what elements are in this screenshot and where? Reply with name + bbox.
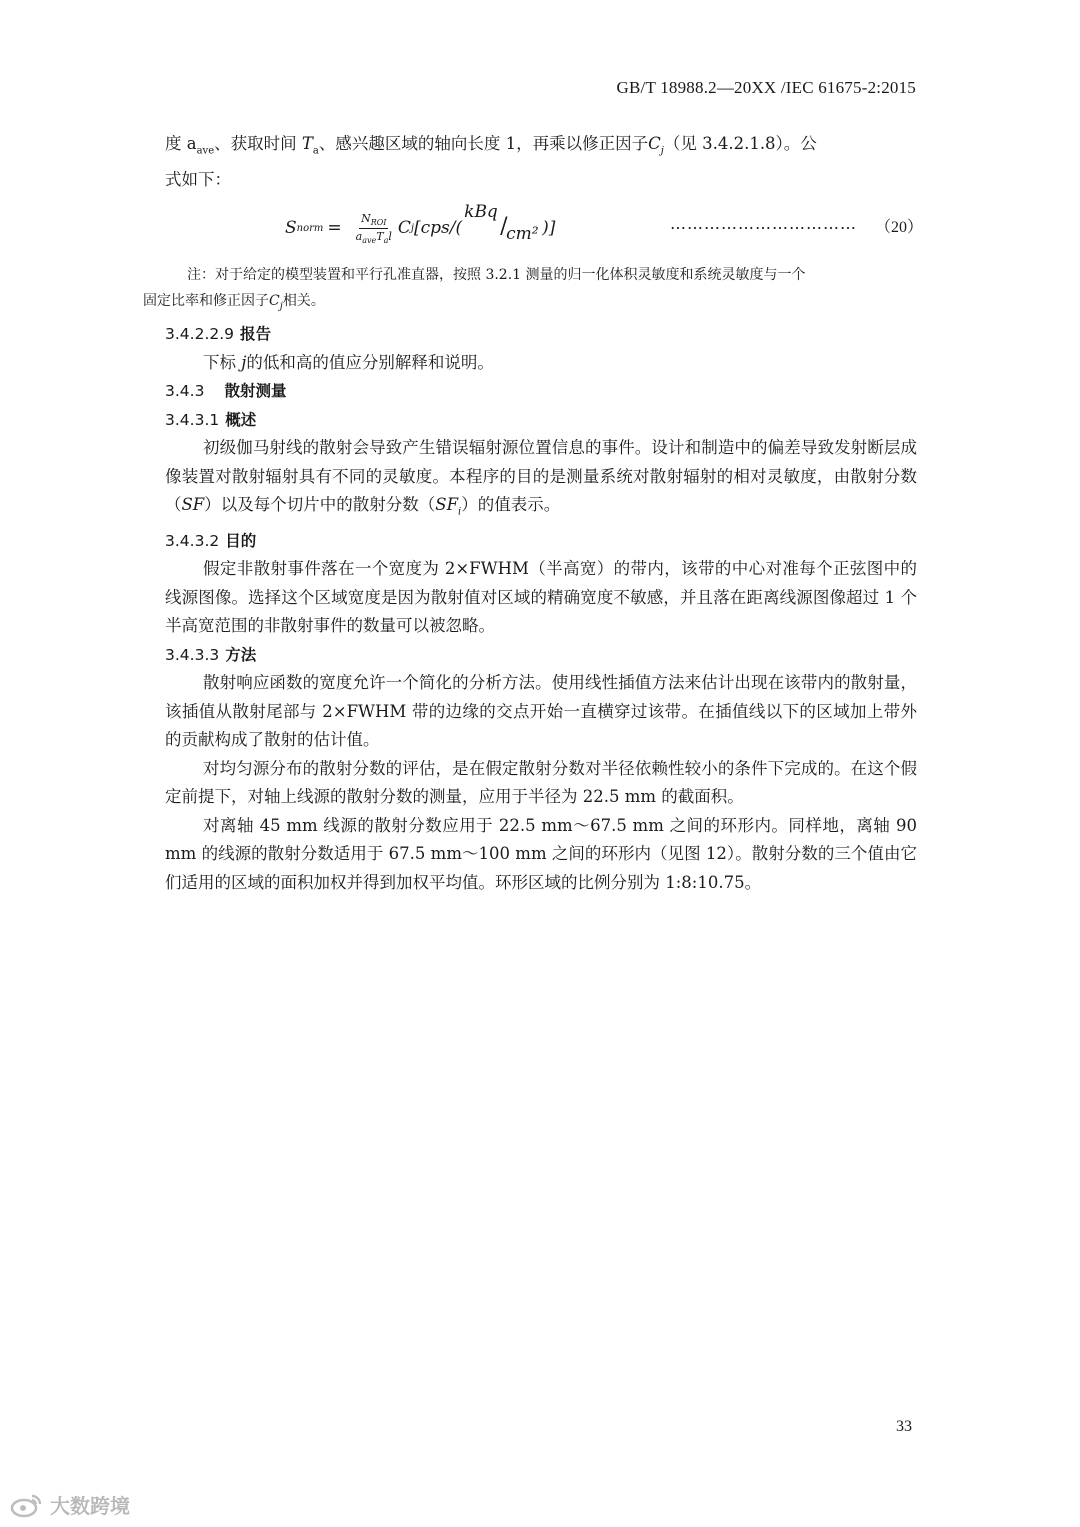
unit-slash: / [500, 214, 508, 240]
overview-text-a: 初级伽马射线的散射会导致产生错误辐射源位置信息的事件。设计和制造中的偏差导致发射断层成像装置对散射辐射具有不同的灵敏度。本程序的目的是测量系统对散射辐射的相对灵敏度，由散射分数（ [165, 438, 917, 515]
note [143, 262, 917, 320]
formula-20 [165, 196, 924, 258]
heading-3-4-3 [165, 377, 917, 406]
overview-i: i [458, 506, 462, 518]
heading-number: 3.4.3 [165, 382, 205, 401]
report-paragraph [165, 349, 917, 378]
unit-bottom: cm² [506, 224, 539, 245]
method-paragraph-3: 对离轴 45 mm 线源的散射分数应用于 22.5 mm～67.5 mm 之间的环形内。同样地，离轴 90 mm 的线源的散射分数适用于 67.5 mm～100 mm 之间的环形内（见图 12）。散射分数的三个值由它们适用的区域的面积加权并得到加权平均值。环形区域的比例分别为 1:8:10.75。 [165, 815, 917, 892]
heading-number: 3.4.3.1 [165, 410, 220, 429]
overview-paragraph [165, 434, 917, 527]
heading-3-4-3-1 [165, 406, 917, 435]
heading-title: 报告 [240, 325, 272, 344]
heading-title: 目的 [225, 531, 257, 550]
den-T: T [376, 229, 384, 243]
method-paragraph-2: 对均匀源分布的散射分数的评估，是在假定散射分数对半径依赖性较小的条件下完成的。在这个假定前提下，对轴上线源的散射分数的测量，应用于半径为 22.5 mm 的截面积。 [165, 758, 917, 807]
formula-factor: C [397, 218, 411, 239]
report-text-a: 下标 [203, 352, 242, 372]
intro-text-c: 、感兴趣区域的轴向长度 1，再乘以修正因子 [318, 134, 649, 153]
formula-fraction [354, 212, 394, 245]
den-a: a [355, 229, 363, 243]
heading-title: 方法 [225, 645, 257, 664]
heading-3-4-3-2 [165, 527, 917, 556]
intro-line2: 式如下： [165, 169, 231, 189]
heading-title: 概述 [225, 410, 257, 429]
watermark [10, 1490, 130, 1519]
intro-sub-a: a [312, 145, 319, 157]
intro-text-d: （见 3.4.2.1.8）。公 [663, 134, 817, 153]
formula-lhs: S [285, 218, 297, 239]
den-l: l [388, 229, 392, 243]
note-text-b: 固定比率和修正因子 [143, 293, 269, 310]
heading-3-4-2-2-9 [165, 320, 917, 349]
heading-number: 3.4.3.2 [165, 531, 220, 550]
overview-SFi: SF [435, 495, 459, 515]
intro-text-b: 、获取时间 [214, 134, 302, 153]
weibo-logo-icon [10, 1492, 44, 1518]
formula-equals: = [327, 218, 342, 239]
overview-text-c: ）的值表示。 [461, 495, 561, 515]
watermark-text: 大数跨境 [50, 1494, 130, 1518]
formula-unit-open: [cps/( [414, 218, 463, 239]
intro-text-a: 度 a [165, 134, 197, 153]
overview-text-b: ）以及每个切片中的散射分数（ [204, 495, 436, 515]
overview-SF: SF [181, 495, 205, 515]
formula-unit-close: )] [542, 218, 556, 239]
formula-leader: …………………………… [670, 214, 857, 234]
intro-j: j [660, 145, 664, 157]
unit-top: kBq [464, 202, 498, 223]
standard-header: GB/T 18988.2—20XX /IEC 61675-2:2015 [616, 78, 916, 97]
formula-number: （20） [875, 219, 924, 237]
formula-factor-sub: j [410, 222, 415, 234]
den-sub-ave: ave [362, 235, 377, 245]
formula-expression [285, 200, 555, 256]
formula-numerator [359, 212, 388, 229]
note-j: j [279, 301, 283, 313]
report-text-b: 的低和高的值应分别解释和说明。 [246, 352, 494, 372]
method-paragraph-1: 散射响应函数的宽度允许一个简化的分析方法。使用线性插值方法来估计出现在该带内的散射量，该插值从散射尾部与 2×FWHM 带的边缘的交点开始一直横穿过该带。在插值线以下的区域加上带外的贡献构成了散射的估计值。 [165, 673, 917, 750]
intro-T: T [301, 134, 313, 153]
numerator-sub: ROI [370, 217, 387, 227]
note-text-a: 注：对于给定的模型装置和平行孔准直器，按照 3.2.1 测量的归一化体积灵敏度和系统灵敏度与一个 [187, 267, 806, 284]
numerator-N: N [361, 211, 371, 225]
den-sub-a: a [383, 235, 389, 245]
document-body [143, 130, 924, 897]
formula-unit-fraction [462, 202, 542, 248]
page-number: 33 [896, 1418, 912, 1435]
purpose-paragraph: 假定非散射事件落在一个宽度为 2×FWHM（半高宽）的带内，该带的中心对准每个正弦图中的线源图像。选择这个区域宽度是因为散射值对区域的精确宽度不敏感，并且落在距离线源图像超过 1 个半高宽范围的非散射事件的数量可以被忽略。 [165, 559, 917, 636]
formula-denominator [354, 229, 394, 245]
intro-sub-ave: ave [196, 145, 215, 157]
intro-Cj: C [648, 134, 661, 153]
heading-title: 散射测量 [224, 382, 287, 401]
note-text-c: 相关。 [282, 293, 325, 310]
report-j: j [241, 352, 247, 372]
formula-lhs-sub: norm [296, 222, 324, 234]
note-Cj: C [269, 293, 280, 310]
heading-number: 3.4.2.2.9 [165, 325, 235, 344]
intro-paragraph [165, 130, 917, 194]
heading-number: 3.4.3.3 [165, 645, 220, 664]
heading-3-4-3-3 [165, 641, 917, 670]
